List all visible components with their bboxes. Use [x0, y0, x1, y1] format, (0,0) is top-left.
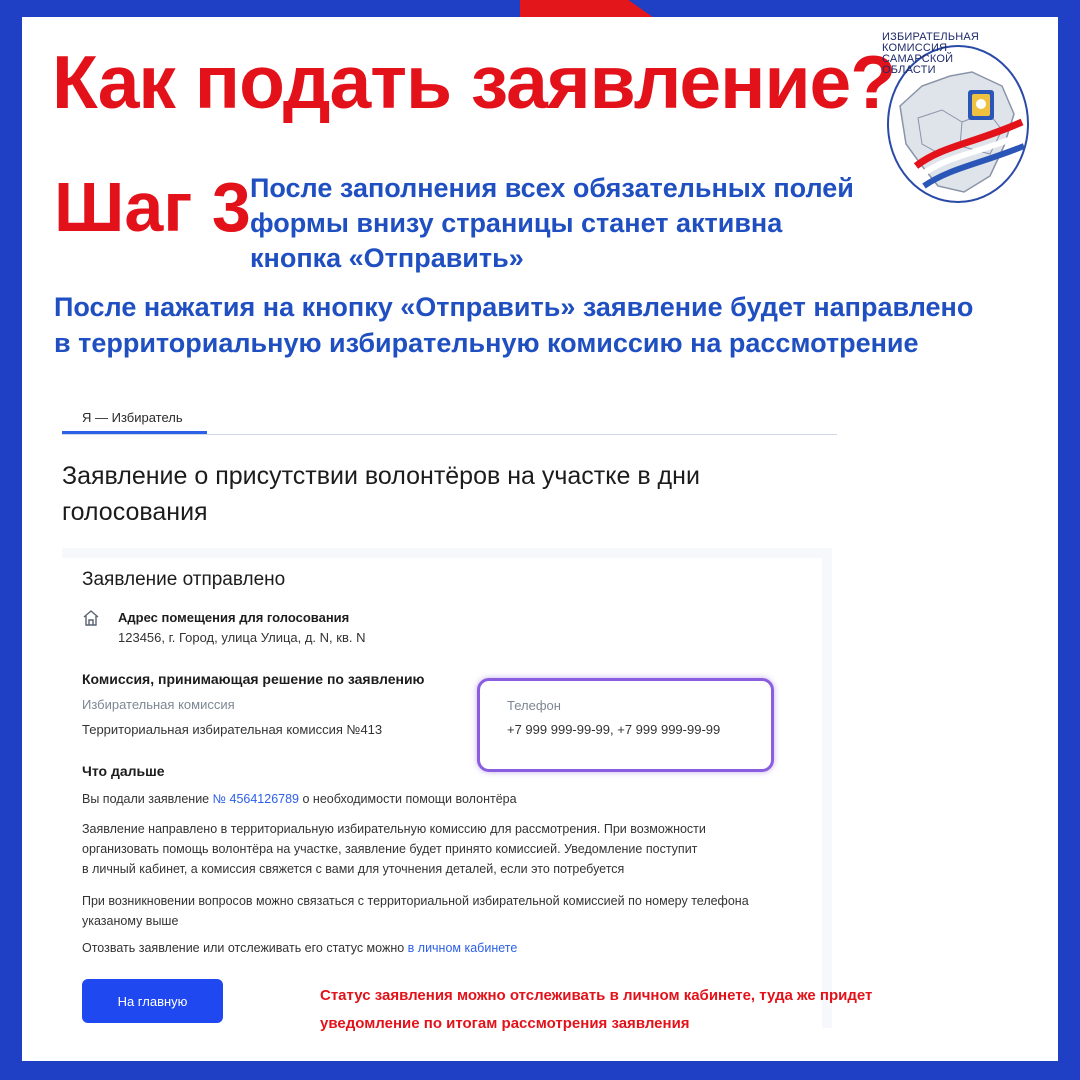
logo-text: [882, 32, 979, 76]
p2-line: в личный кабинет, а комиссия свяжется с вами для уточнения деталей, если это потребуется: [82, 862, 625, 876]
page-title: Заявление о присутствии волонтёров на участке в дни голосования: [62, 462, 700, 526]
home-button[interactable]: На главную: [82, 979, 223, 1023]
after-line: в территориальную избирательную комиссию на рассмотрение: [54, 328, 919, 358]
p3-line: указаному выше: [82, 914, 179, 928]
p4-prefix: Отозвать заявление или отслеживать его статус можно: [82, 941, 408, 955]
step-line: После заполнения всех обязательных полей: [250, 173, 854, 203]
logo-line: ИЗБИРАТЕЛЬНАЯ: [882, 31, 980, 43]
address-value: 123456, г. Город, улица Улица, д. N, кв. N: [118, 630, 366, 645]
house-icon: [82, 609, 100, 627]
withdraw-text: [82, 938, 822, 958]
application-number-text: [82, 789, 822, 809]
logo-line: КОМИССИЯ: [882, 42, 948, 54]
tab-voter[interactable]: Я — Избиратель: [82, 410, 183, 425]
next-steps-title: Что дальше: [82, 763, 165, 779]
note-line: Статус заявления можно отслеживать в личном кабинете, туда же придет: [320, 987, 873, 1004]
p1-prefix: Вы подали заявление: [82, 792, 213, 806]
status-note: [320, 982, 1020, 1038]
phone-label: Телефон: [507, 698, 561, 713]
embedded-screenshot: [48, 388, 848, 1028]
p1-suffix: о необходимости помощи волонтёра: [299, 792, 517, 806]
after-submit-description: [54, 289, 1054, 361]
after-line: После нажатия на кнопку «Отправить» заявление будет направлено: [54, 292, 974, 322]
step-description: [250, 171, 930, 276]
address-label: Адрес помещения для голосования: [118, 610, 350, 625]
p2-line: организовать помощь волонтёра на участке, заявление будет принято комиссией. Уведомление поступит: [82, 842, 698, 856]
logo-line: САМАРСКОЙ: [882, 53, 954, 65]
commission-label: Избирательная комиссия: [82, 697, 235, 712]
p3-line: При возникновении вопросов можно связаться с территориальной избирательной комиссией по номеру телефона: [82, 894, 749, 908]
step-label: Шаг 3: [54, 168, 251, 246]
logo-line: ОБЛАСТИ: [882, 64, 936, 76]
phone-value: +7 999 999-99-99, +7 999 999-99-99: [507, 722, 721, 737]
step-line: формы внизу страницы станет активна: [250, 208, 783, 238]
note-line: уведомление по итогам рассмотрения заявления: [320, 1015, 690, 1032]
status-explanation: [82, 819, 822, 879]
contact-explanation: [82, 891, 822, 931]
application-number-link[interactable]: № 4564126789: [212, 792, 300, 806]
headline: Как подать заявление?: [52, 40, 896, 124]
tab-divider: [62, 434, 837, 435]
commission-value: Территориальная избирательная комиссия №413: [82, 722, 383, 737]
commission-title: Комиссия, принимающая решение по заявлению: [82, 671, 425, 687]
personal-account-link[interactable]: в личном кабинете: [407, 941, 518, 955]
step-line: кнопка «Отправить»: [250, 243, 524, 273]
sent-title: Заявление отправлено: [82, 569, 286, 590]
election-commission-logo: [872, 26, 1032, 206]
p2-line: Заявление направлено в территориальную избирательную комиссию для рассмотрения. При возможности: [82, 822, 706, 836]
